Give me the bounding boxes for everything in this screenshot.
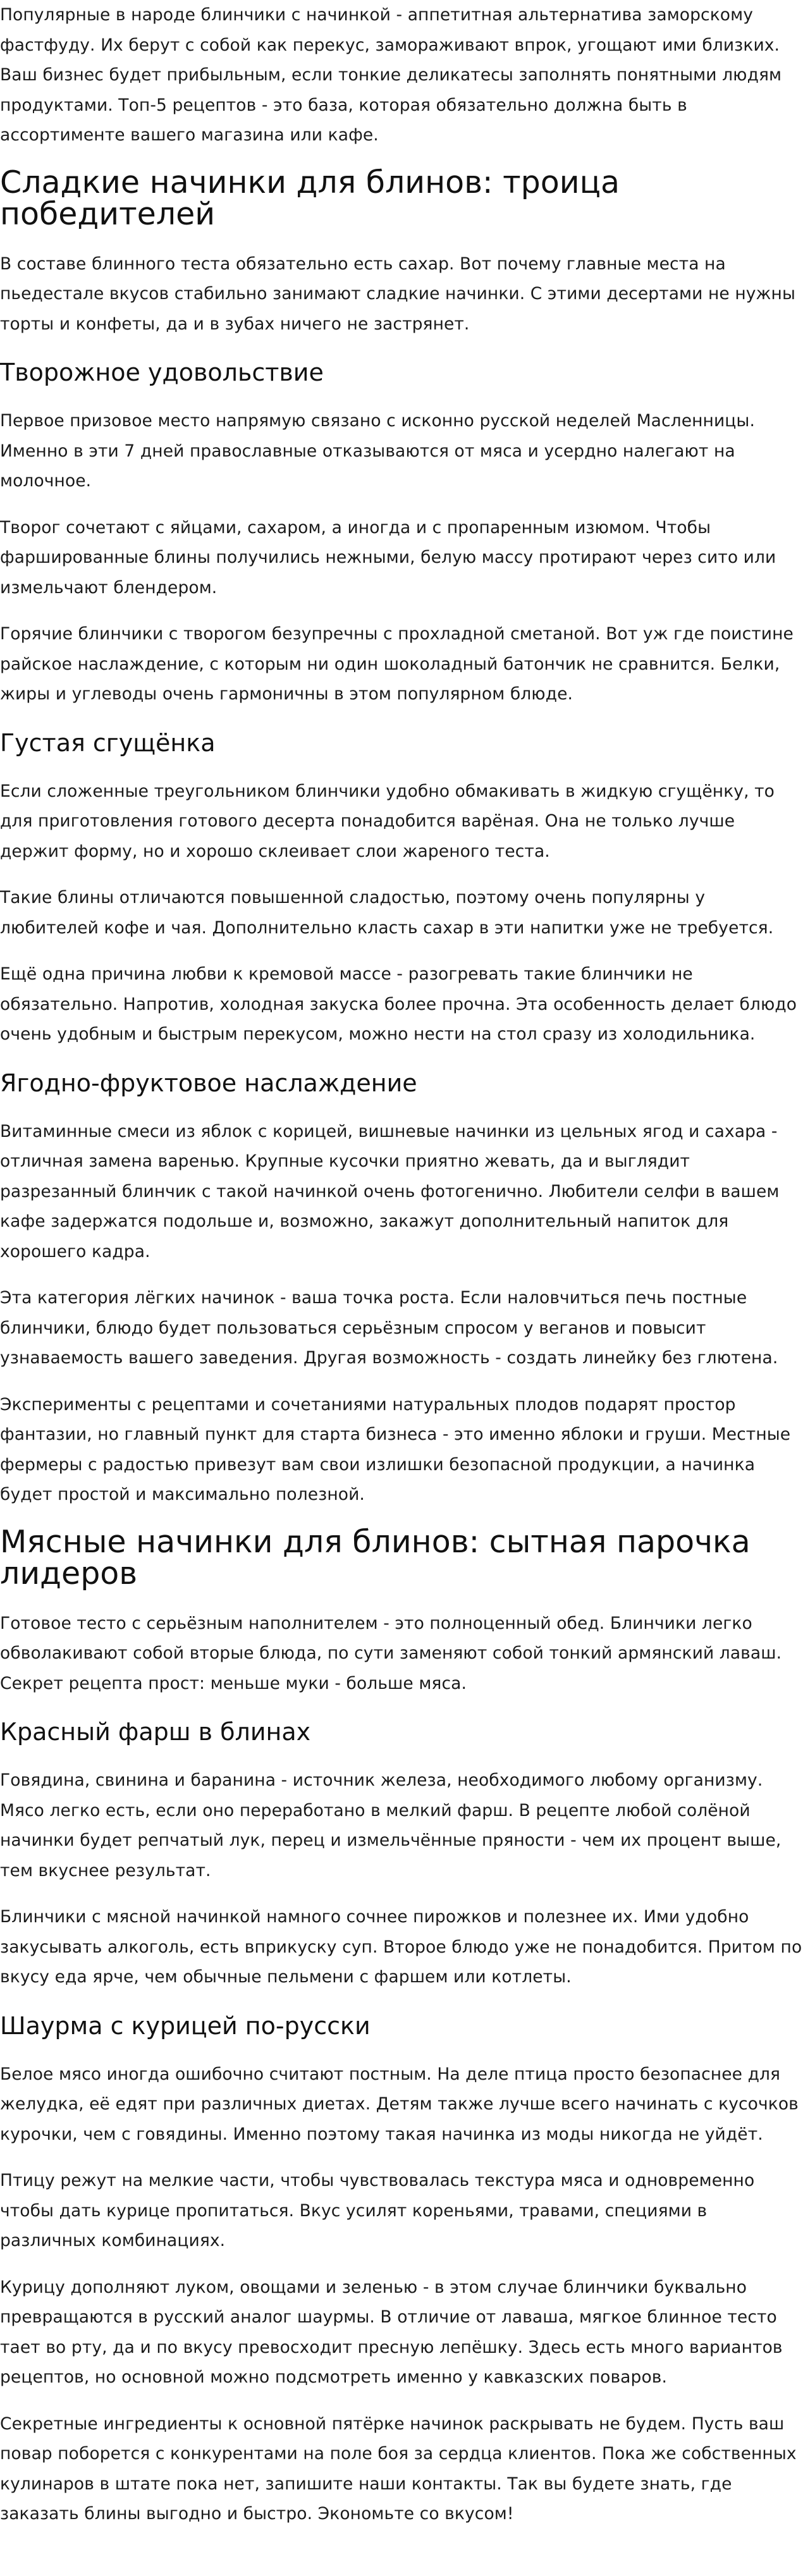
meat-intro-paragraph: Готовое тесто с серьёзным наполнителем - это полноценный обед. Блинчики легко обволакивают собой вторые блюда, по сути заменяют собой тонкий армянский лаваш. Секрет рецепта прост: меньше муки - больше мяса. xyxy=(0,1613,782,1693)
shawarma-paragraph-2: Птицу режут на мелкие части, чтобы чувствовалась текстура мяса и одновременно чтобы дать курице пропитаться. Вкус усилят кореньями, травами, специями в различных комбинациях. xyxy=(0,2171,755,2250)
milk-paragraph-1: Если сложенные треугольником блинчики удобно обмакивать в жидкую сгущёнку, то для приготовления готового десерта понадобится варёная. Она не только лучше держит форму, но и хорошо склеивает слои жареного теста. xyxy=(0,781,775,861)
shawarma-paragraph-3: Курицу дополняют луком, овощами и зеленью - в этом случае блинчики буквально превращаются в русский аналог шаурмы. В отличие от лаваша, мягкое блинное тесто тает во рту, да и по вкусу превосходит пресную лепёшку. Здесь есть много вариантов рецептов, но основной можно подсмотреть именно у кавказских поваров. xyxy=(0,2277,783,2387)
milk-paragraph-3: Ещё одна причина любви к кремовой массе - разогревать такие блинчики не обязательно. Напротив, холодная закуска более прочна. Эта особенность делает блюдо очень удобным и быстрым перекусом, можно нести на стол сразу из холодильника. xyxy=(0,964,797,1044)
mince-paragraph-2: Блинчики с мясной начинкой намного сочнее пирожков и полезнее их. Ими удобно закусывать алкоголь, есть вприкуску суп. Второе блюдо уже не понадобится. Притом по вкусу еда ярче, чем обычные пельмени с фаршем или котлеты. xyxy=(0,1907,802,1987)
fruit-paragraph-1: Витаминные смеси из яблок с корицей, вишневые начинки из цельных ягод и сахара - отличная замена варенью. Крупные кусочки приятно жевать, да и выглядит разрезанный блинчик с такой начинкой очень фотогенично. Любители селфи в вашем кафе задержатся подольше и, возможно, закажут дополнительный напиток для хорошего кадра. xyxy=(0,1121,780,1261)
intro-paragraph: Популярные в народе блинчики с начинкой - аппетитная альтернатива заморскому фастфуду. Их берут с собой как перекус, замораживают впрок, угощают ими близких. Ваш бизнес будет прибыльным, если тонкие деликатесы заполнять понятными людям продуктами. Топ-5 рецептов - это база, которая обязательно должна быть в ассортименте вашего магазина или кафе. xyxy=(0,5,782,145)
subsection-title-condensed-milk: Густая сгущёнка xyxy=(0,728,216,757)
curd-paragraph-1: Первое призовое место напрямую связано с исконно русской неделей Масленницы. Именно в эти 7 дней православные отказываются от мяса и усердно налегают на молочное. xyxy=(0,411,755,491)
fruit-paragraph-3: Эксперименты с рецептами и сочетаниями натуральных плодов подарят простор фантазии, но главный пункт для старта бизнеса - это именно яблоки и груши. Местные фермеры с радостью привезут вам свои излишки безопасной продукции, а начинка будет простой и максимально полезной. xyxy=(0,1394,791,1504)
sweet-intro-paragraph: В составе блинного теста обязательно есть сахар. Вот почему главные места на пьедестале вкусов стабильно занимают сладкие начинки. С этими десертами не нужны торты и конфеты, да и в зубах ничего не застрянет. xyxy=(0,254,795,334)
milk-paragraph-2: Такие блины отличаются повышенной сладостью, поэтому очень популярны у любителей кофе и чая. Дополнительно класть сахар в эти напитки уже не требуется. xyxy=(0,888,774,938)
curd-paragraph-3: Горячие блинчики с творогом безупречны с прохладной сметаной. Вот уж где поистине райское наслаждение, с которым ни один шоколадный батончик не сравнится. Белки, жиры и углеводы очень гармоничны в этом популярном блюде. xyxy=(0,624,794,704)
shawarma-paragraph-1: Белое мясо иногда ошибочно считают постным. На деле птица просто безопаснее для желудка, её едят при различных диетах. Детям также лучше всего начинать с кусочков курочки, чем с говядины. Именно поэтому такая начинка из моды никогда не уйдёт. xyxy=(0,2064,799,2144)
subsection-title-mince: Красный фарш в блинах xyxy=(0,1718,311,1746)
subsection-title-curd: Творожное удовольствие xyxy=(0,359,324,386)
shawarma-paragraph-4: Секретные ингредиенты к основной пятёрке начинок раскрывать не будем. Пусть ваш повар поборется с конкурентами на поле боя за сердца клиентов. Пока же собственных кулинаров в штате пока нет, запишите наши контакты. Так вы будете знать, где заказать блины выгодно и быстро. Экономьте со вкусом! xyxy=(0,2413,797,2524)
subsection-title-shawarma: Шаурма с курицей по-русски xyxy=(0,2011,371,2040)
subsection-title-fruit: Ягодно-фруктовое наслаждение xyxy=(0,1069,417,1097)
curd-paragraph-2: Творог сочетают с яйцами, сахаром, а иногда и с пропаренным изюмом. Чтобы фаршированные блины получились нежными, белую массу протирают через сито или измельчают блендером. xyxy=(0,517,776,598)
section-title-sweet: Сладкие начинки для блинов: троица победителей xyxy=(0,164,620,232)
section-title-meat: Мясные начинки для блинов: сытная парочка лидеров xyxy=(0,1523,751,1592)
mince-paragraph-1: Говядина, свинина и баранина - источник железа, необходимого любому организму. Мясо легко есть, если оно переработано в мелкий фарш. В рецепте любой солёной начинки будет репчатый лук, перец и измельчённые пряности - чем их процент выше, тем вкуснее результат. xyxy=(0,1770,782,1880)
fruit-paragraph-2: Эта категория лёгких начинок - ваша точка роста. Если наловчиться печь постные блинчики, блюдо будет пользоваться серьёзным спросом у веганов и повысит узнаваемость вашего заведения. Другая возможность - создать линейку без глютена. xyxy=(0,1288,778,1368)
